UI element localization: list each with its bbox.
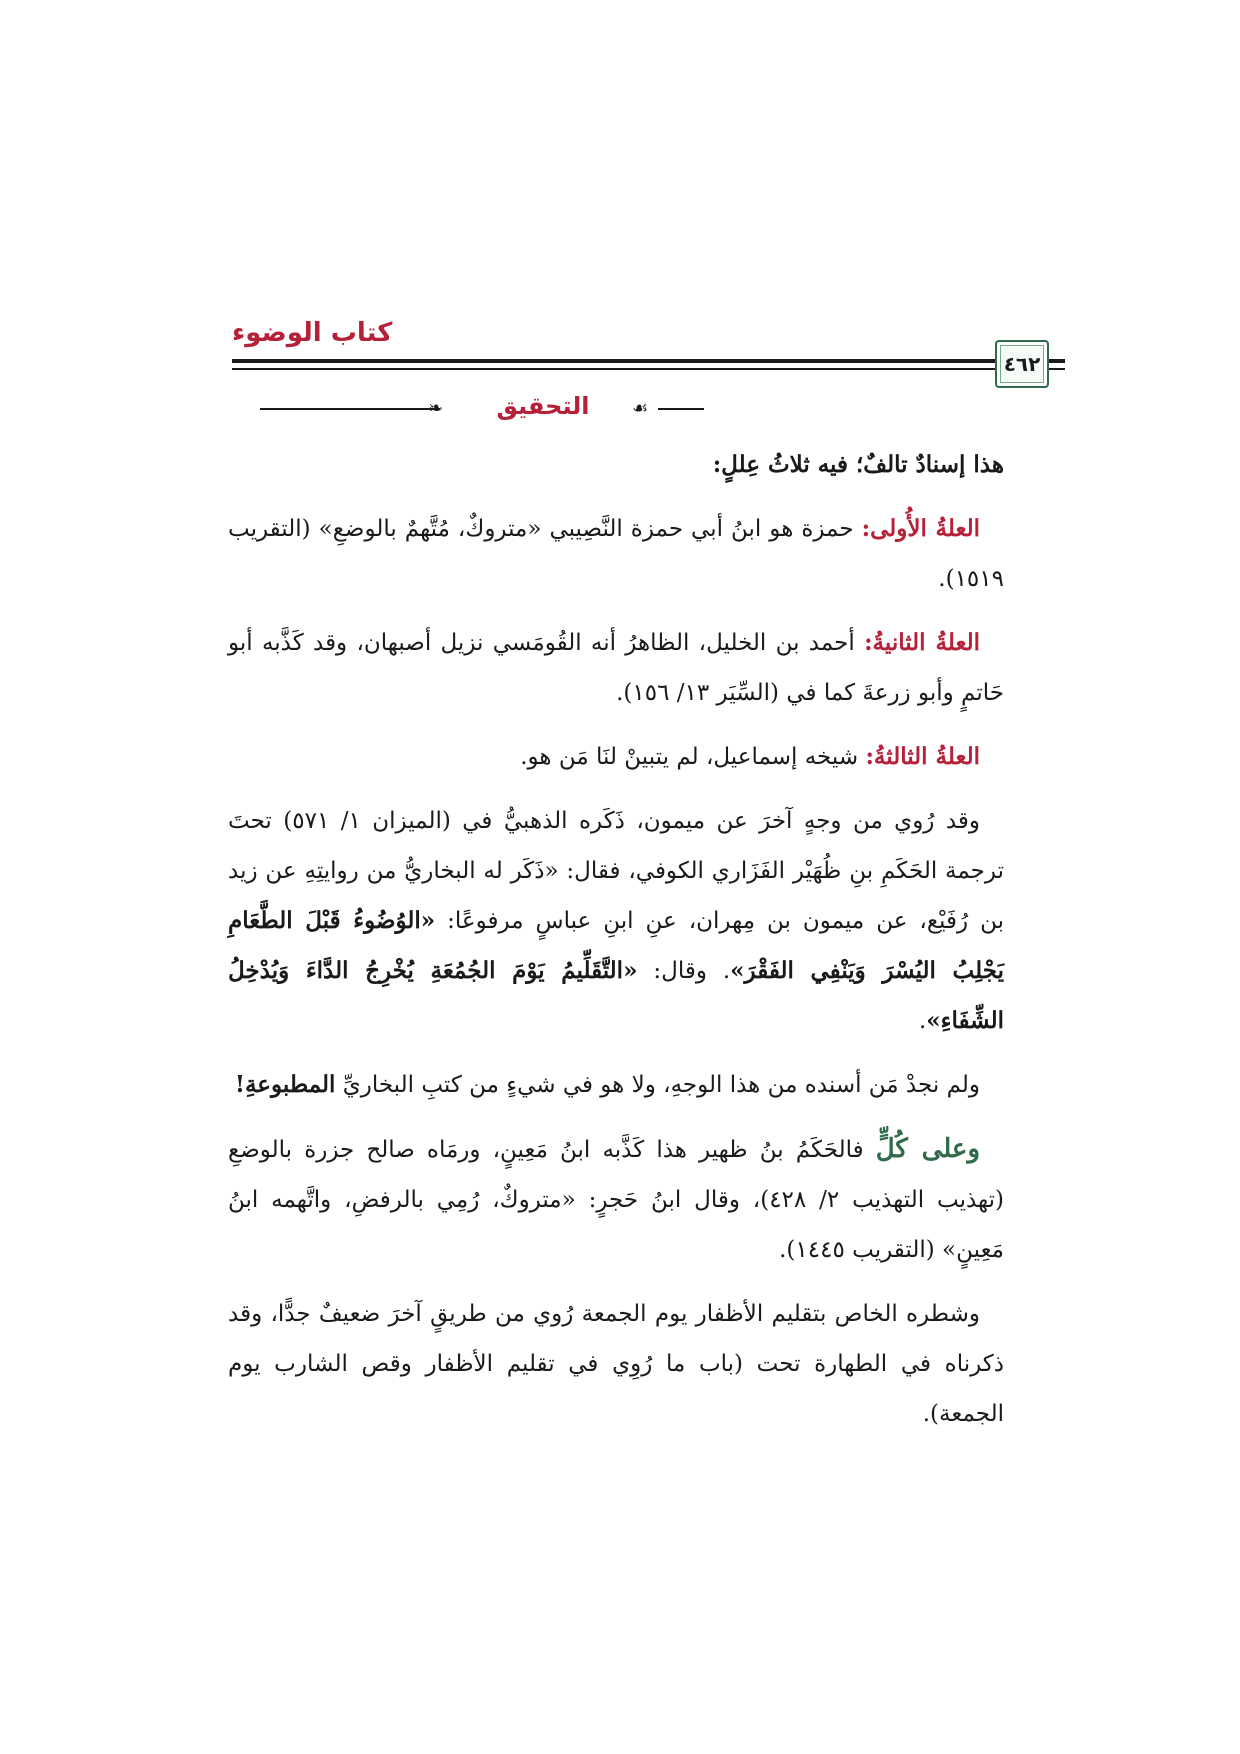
illa-2-label: العلةُ الثانيةُ:	[864, 629, 980, 656]
header-rule-tail-thin	[1047, 368, 1065, 370]
not-found-text: ولم نجدْ مَن أسنده من هذا الوجهِ، ولا هو في شيءٍ من كتبِ البخاريِّ	[335, 1072, 980, 1098]
illa-2-text: أحمد بن الخليل، الظاهرُ أنه القُومَسي نزيل أصبهان، وقد كَذَّبه أبو حَاتمٍ وأبو زرعةَ كما في (السِّيَر ١٣/ ١٥٦).	[228, 630, 1004, 706]
page-number-frame	[995, 340, 1049, 388]
illa-3-label: العلةُ الثالثةُ:	[865, 743, 980, 770]
body-text	[228, 440, 1004, 1453]
book-title: كتاب الوضوء	[232, 318, 393, 348]
conclusion-paragraph	[228, 1124, 1004, 1275]
final-paragraph: وشطره الخاص بتقليم الأظفار يوم الجمعة رُوي من طريقٍ آخرَ ضعيفٌ جدًّا، وقد ذكرناه في الطهارة تحت (باب ما رُوِي في تقليم الأظفار وقص الشارب يوم الجمعة).	[228, 1301, 1004, 1427]
banner-line-left	[260, 408, 440, 410]
illa-1-label: العلةُ الأُولى:	[861, 515, 980, 542]
conclusion-text: فالحَكَمُ بنُ ظهير هذا كَذَّبه ابنُ مَعِينٍ، ورمَاه صالح جزرة بالوضعِ (تهذيب التهذيب ٢/ ٤٢٨)، وقال ابنُ حَجرٍ: «متروكٌ، رُمِي بالرفضِ، واتَّهمه ابنُ مَعِينٍ» (التقريب ١٤٤٥).	[228, 1137, 1005, 1263]
section-title: التحقيق	[496, 392, 590, 420]
illa-1-paragraph	[228, 504, 1004, 604]
conclusion-label: وعلى كُلٍّ	[875, 1134, 980, 1164]
illa-3-paragraph	[228, 732, 1004, 782]
ornament-right-icon: ☙	[632, 398, 649, 419]
illa-2-paragraph	[228, 618, 1004, 718]
intro-paragraph: هذا إسنادٌ تالفٌ؛ فيه ثلاثُ عِللٍ:	[712, 451, 1004, 478]
section-banner	[260, 392, 820, 426]
narration-text-a: وقد رُوي من وجهٍ آخرَ عن ميمون، ذَكَره الذهبيُّ في (الميزان ١/ ٥٧١) تحتَ ترجمة الحَكَمِ بنِ ظُهَيْر الفَزَاري الكوفي، فقال: «ذَكَر له البخاريُّ من روايتِهِ عن زيد بن رُفَيْع، عن ميمون بن مِهران، عنِ ابنِ عباسٍ مرفوعًا:	[228, 808, 1004, 934]
not-found-emphasis: المطبوعةِ!	[234, 1071, 336, 1098]
header-rule-thick	[232, 359, 1004, 363]
hadith-1: «الوُضُوءُ قَبْلَ الطَّعَامِ يَجْلِبُ اليُسْرَ وَيَنْفِي الفَقْرَ»	[228, 907, 1004, 984]
narration-paragraph	[228, 796, 1004, 1046]
narration-text-b: . وقال:	[637, 958, 731, 984]
header-rule-thin	[232, 368, 1004, 370]
narration-text-c: .	[918, 1008, 927, 1034]
banner-line-right	[658, 408, 704, 410]
illa-1-text: حمزة هو ابنُ أبي حمزة النَّصِيبي «متروكٌ، مُتَّهمٌ بالوضعِ» (التقريب ١٥١٩).	[228, 516, 1004, 592]
not-found-paragraph	[228, 1060, 1004, 1110]
hadith-2: «التَّقَلِّيمُ يَوْمَ الجُمُعَةِ يُخْرِجُ الدَّاءَ وَيُدْخِلُ الشِّفَاءِ»	[228, 957, 1004, 1034]
illa-3-text: شيخه إسماعيل، لم يتبينْ لنَا مَن هو.	[520, 744, 866, 770]
ornament-left-icon: ❧	[428, 398, 444, 419]
header-rule-tail-thick	[1047, 359, 1065, 363]
page-number: ٤٦٢	[1003, 352, 1041, 376]
